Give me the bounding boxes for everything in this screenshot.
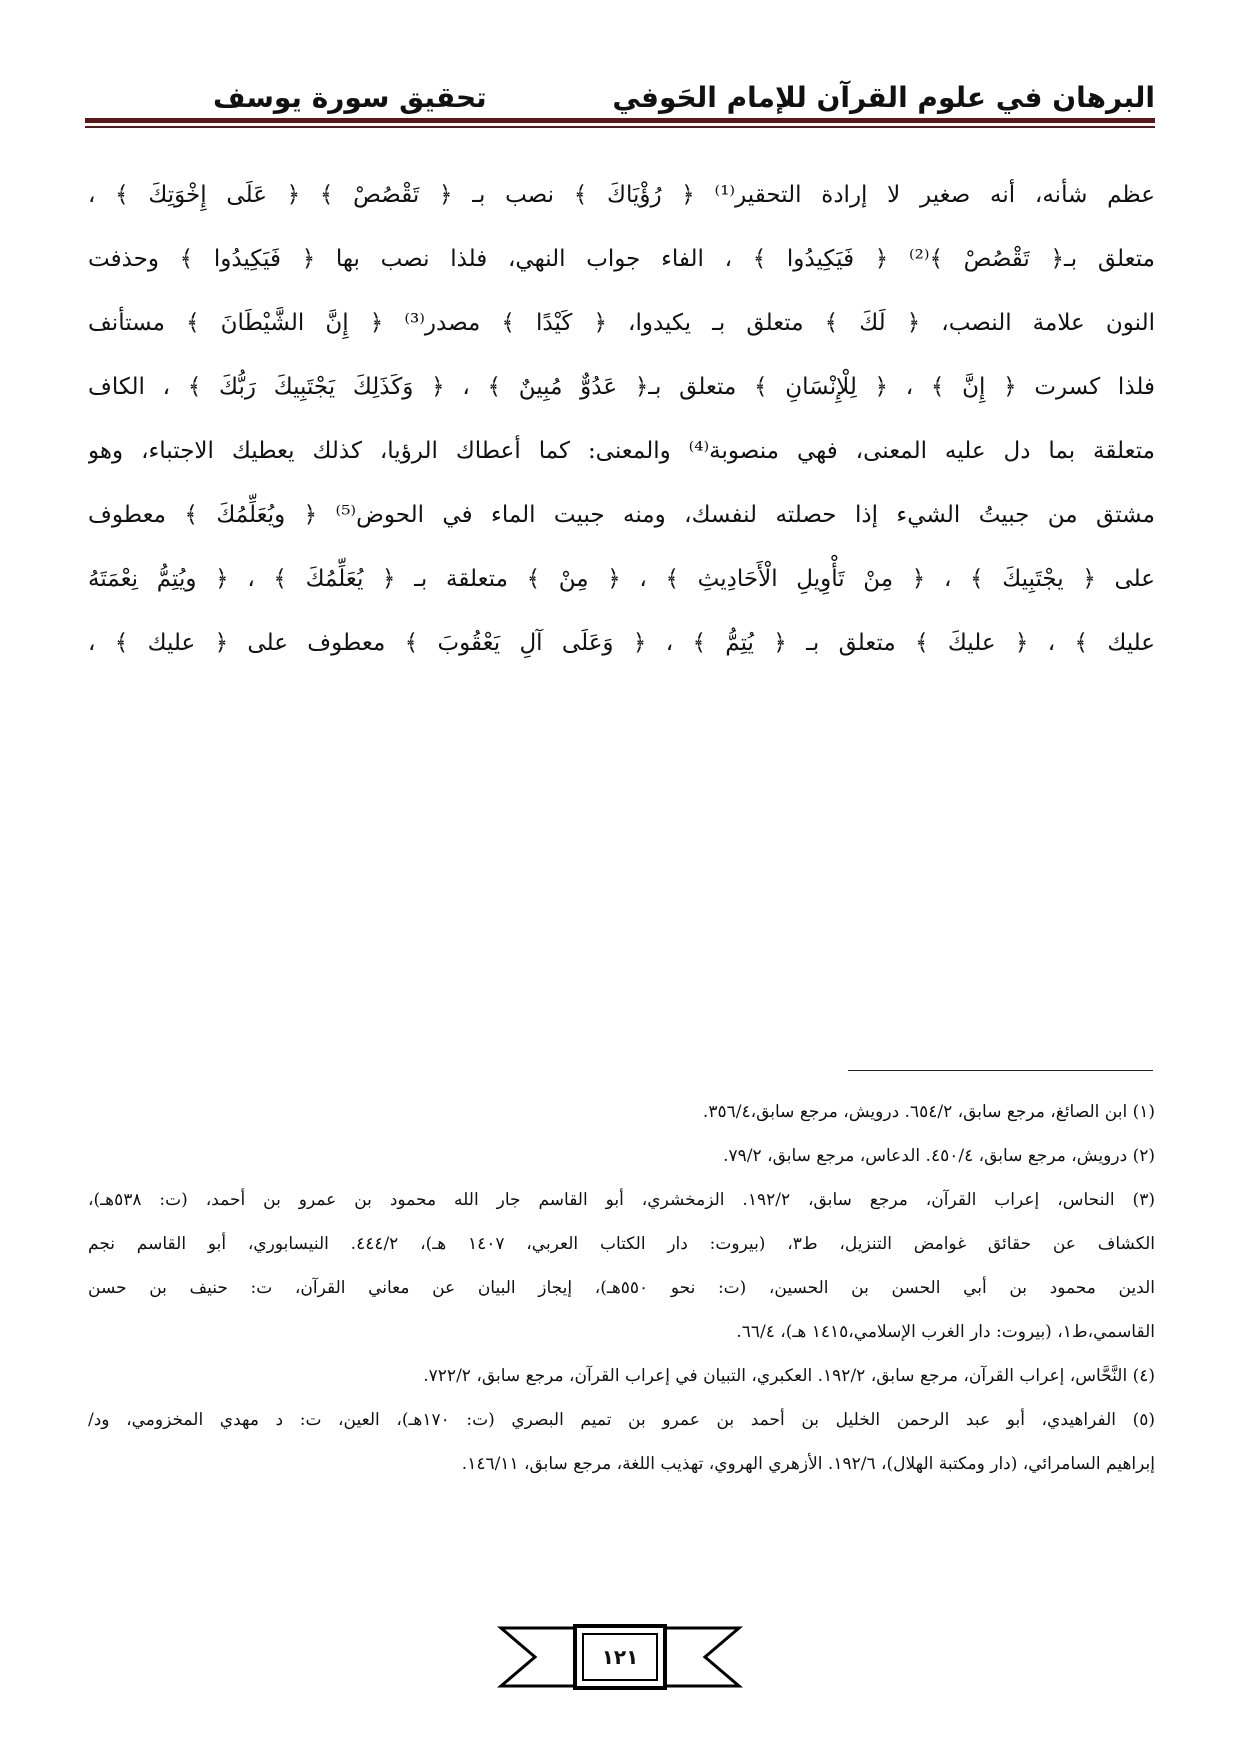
footnotes [88, 1090, 1155, 1486]
book-title: البرهان في علوم القرآن للإمام الحَوفي [612, 81, 1155, 114]
footnote-4: (٤) النَّحَّاس، إعراب القرآن، مرجع سابق، ١٩٢/٢. العكبري، التبيان في إعراب القرآن، مرجع سابق، ٧٢٢/٢. [423, 1366, 1155, 1386]
footnote-separator [848, 1070, 1153, 1071]
text-line: مشتق من جبيتُ الشيء إذا حصلته لنفسك، ومنه جبيت الماء في الحوض⁽⁵⁾ ﴿ ويُعَلِّمُكَ ﴾ معطوف [88, 502, 1155, 528]
footnote-3-cont: الكشاف عن حقائق غوامض التنزيل، ط٣، (بيروت: دار الكتاب العربي، ١٤٠٧ هـ)، ٤٤٤/٢. النيسابوري، أبو القاسم نجم [88, 1234, 1155, 1254]
footnote-2: (٢) درويش، مرجع سابق، ٤٥٠/٤. الدعاس، مرجع سابق، ٧٩/٢. [723, 1146, 1155, 1166]
footnote-5-cont: إبراهيم السامرائي، (دار ومكتبة الهلال)، ١٩٢/٦. الأزهري الهروي، تهذيب اللغة، مرجع سابق، ١٤٦/١١. [461, 1454, 1155, 1474]
main-text [88, 163, 1155, 675]
header-rule-thick [85, 118, 1155, 123]
text-line: متعلقة بما دل عليه المعنى، فهي منصوبة⁽⁴⁾ والمعنى: كما أعطاك الرؤيا، كذلك يعطيك الاجتباء، وهو [88, 438, 1155, 464]
footnote-5: (٥) الفراهيدي، أبو عبد الرحمن الخليل بن أحمد بن عمرو بن تميم البصري (ت: ١٧٠هـ)، العين، ت: د مهدي المخزومي، ود/ [88, 1410, 1155, 1430]
footnote-3-cont: الدين محمود بن أبي الحسن بن الحسين، (ت: نحو ٥٥٠هـ)، إيجاز البيان عن معاني القرآن، ت: حنيف بن حسن [88, 1278, 1155, 1298]
header-rule-thin [85, 126, 1155, 128]
footnote-1: (١) ابن الصائغ، مرجع سابق، ٦٥٤/٢. درويش، مرجع سابق،٣٥٦/٤. [702, 1102, 1155, 1122]
text-line: عليك ﴾ ، ﴿ عليكَ ﴾ متعلق بـ ﴿ يُتِمُّ ﴾ ، ﴿ وَعَلَى آلِ يَعْقُوبَ ﴾ معطوف على ﴿ عليك ﴾ ، [88, 630, 1155, 656]
text-line: فلذا كسرت ﴿ إِنَّ ﴾ ، ﴿ لِلْإِنْسَانِ ﴾ متعلق بـ﴿ عَدُوٌّ مُبِينٌ ﴾ ، ﴿ وَكَذَلِكَ يَجْتَبِيكَ رَبُّكَ ﴾ ، الكاف [88, 374, 1155, 400]
page-number: ١٢١ [601, 1645, 639, 1669]
footnote-3-cont: القاسمي،ط١، (بيروت: دار الغرب الإسلامي،١٤١٥ هـ)، ٦٦/٤. [736, 1322, 1155, 1342]
footnote-3: (٣) النحاس، إعراب القرآن، مرجع سابق، ١٩٢/٢. الزمخشري، أبو القاسم جار الله محمود بن عمرو بن أحمد، (ت: ٥٣٨هـ)، [88, 1190, 1155, 1210]
text-line: عظم شأنه، أنه صغير لا إرادة التحقير⁽¹⁾ ﴿ رُؤْيَاكَ ﴾ نصب بـ ﴿ تَقْصُصْ ﴾ ﴿ عَلَى إِخْوَتِكَ ﴾ ، [88, 182, 1155, 208]
page-number-ribbon [495, 1620, 745, 1694]
text-line: النون علامة النصب، ﴿ لَكَ ﴾ متعلق بـ يكيدوا، ﴿ كَيْدًا ﴾ مصدر⁽³⁾ ﴿ إِنَّ الشَّيْطَانَ ﴾ مستأنف [88, 310, 1155, 336]
text-line: على ﴿ يجْتَبِيكَ ﴾ ، ﴿ مِنْ تَأْوِيلِ الْأَحَادِيثِ ﴾ ، ﴿ مِنْ ﴾ متعلقة بـ ﴿ يُعَلِّمُكَ ﴾ ، ﴿ ويُتِمُّ نِعْمَتَهُ [88, 566, 1155, 592]
page-header [85, 78, 1155, 118]
section-title: تحقيق سورة يوسف [213, 81, 487, 114]
text-line: متعلق بـ﴿ تَقْصُصْ ﴾⁽²⁾ ﴿ فَيَكِيدُوا ﴾ ، الفاء جواب النهي، فلذا نصب بها ﴿ فَيَكِيدُوا ﴾ وحذفت [88, 246, 1155, 272]
